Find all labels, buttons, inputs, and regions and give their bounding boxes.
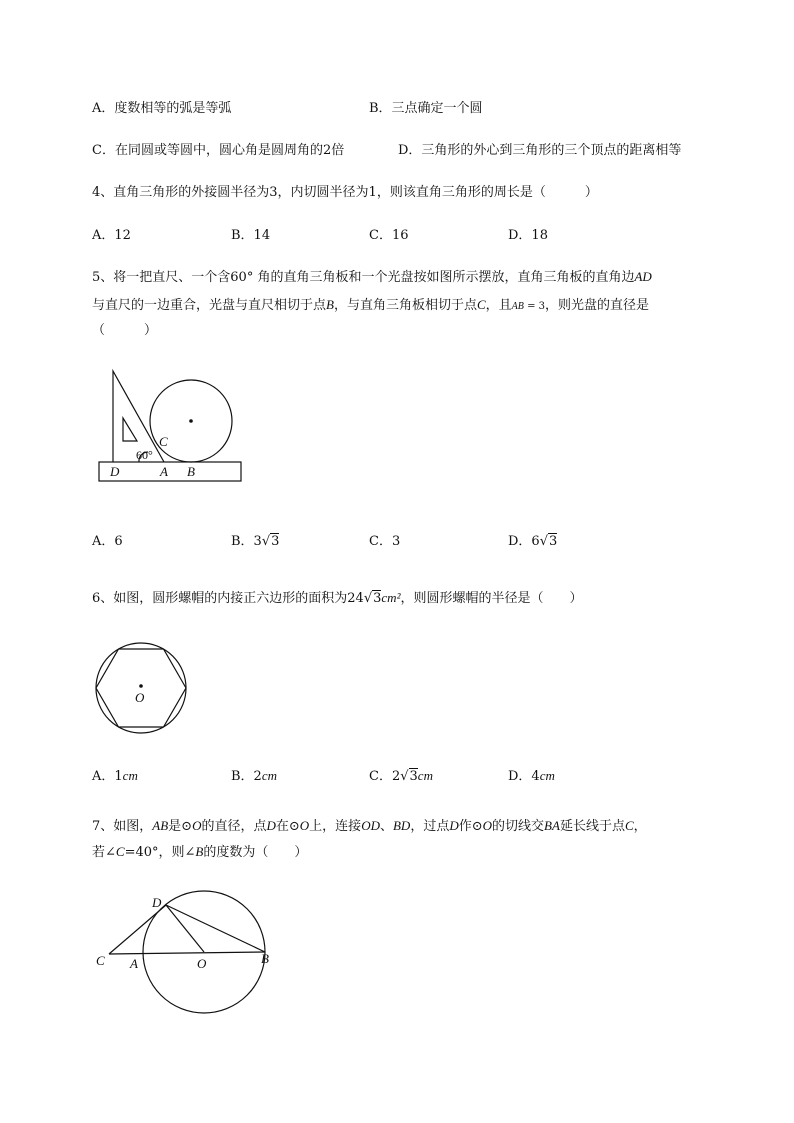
- label-o: O: [135, 690, 145, 705]
- sqrt-symbol: √3: [363, 591, 382, 606]
- q7-stem-line2: 若∠C=40°，则∠B的度数为（ ）: [92, 844, 308, 860]
- q4-option-a: A．12: [92, 228, 131, 243]
- q6-option-a: A．1cm: [92, 768, 138, 784]
- label-c: C: [159, 434, 168, 449]
- q5-option-b: B．3√3: [231, 534, 280, 549]
- label-b: B: [261, 951, 269, 966]
- sqrt-symbol: √3: [539, 534, 558, 549]
- q5-stem-line2: 与直尺的一边重合，光盘与直尺相切于点B，与直角三角板相切于点C，且AB = 3，则光盘的直径是: [92, 297, 650, 313]
- label-c: C: [96, 953, 105, 968]
- q4-stem: 4、直角三角形的外接圆半径为3，内切圆半径为1，则该直角三角形的周长是（ ）: [92, 185, 598, 200]
- q3-option-a: A．度数相等的弧是等弧: [92, 101, 232, 116]
- q5-option-d: D．6√3: [508, 534, 558, 549]
- q3-option-d: D．三角形的外心到三角形的三个顶点的距离相等: [398, 143, 682, 158]
- q7-stem-line1: 7、如图，AB是⊙O的直径，点D在⊙O上，连接OD、BD，过点D作⊙O的切线交BA延长线于点C，: [92, 818, 647, 834]
- q4-option-c: C．16: [369, 228, 409, 243]
- label-a: A: [160, 464, 168, 479]
- line-cb: [109, 952, 265, 954]
- label-60-degree: 60°: [136, 448, 153, 462]
- label-o: O: [197, 956, 207, 971]
- q6-option-c: C．2√3cm: [369, 768, 433, 784]
- q6-option-d: D．4cm: [508, 768, 555, 784]
- label-d: D: [152, 895, 162, 910]
- q6-option-b: B．2cm: [231, 768, 277, 784]
- q5-option-c: C．3: [369, 534, 401, 549]
- tangent-cd: [109, 905, 166, 954]
- label-d: D: [110, 464, 120, 479]
- q3-option-b: B．三点确定一个圆: [369, 101, 483, 116]
- q6-stem: 6、如图，圆形螺帽的内接正六边形的面积为24√3cm²，则圆形螺帽的半径是（ ）: [92, 590, 583, 606]
- q4-option-d: D．18: [508, 228, 548, 243]
- q5-stem-line1: 5、将一把直尺、一个含60° 角的直角三角板和一个光盘按如图所示摆放，直角三角板的直角边AD: [92, 269, 652, 285]
- q4-option-b: B．14: [231, 228, 271, 243]
- sqrt-symbol: √3: [261, 534, 280, 549]
- sqrt-symbol: √3: [400, 769, 418, 784]
- q3-option-c: C．在同圆或等圆中，圆心角是圆周角的2倍: [92, 143, 345, 158]
- q5-stem-line3: （ ）: [92, 323, 158, 338]
- label-b: B: [187, 464, 195, 479]
- segment-od: [166, 905, 204, 952]
- label-a: A: [130, 956, 138, 971]
- q5-option-a: A．6: [92, 534, 123, 549]
